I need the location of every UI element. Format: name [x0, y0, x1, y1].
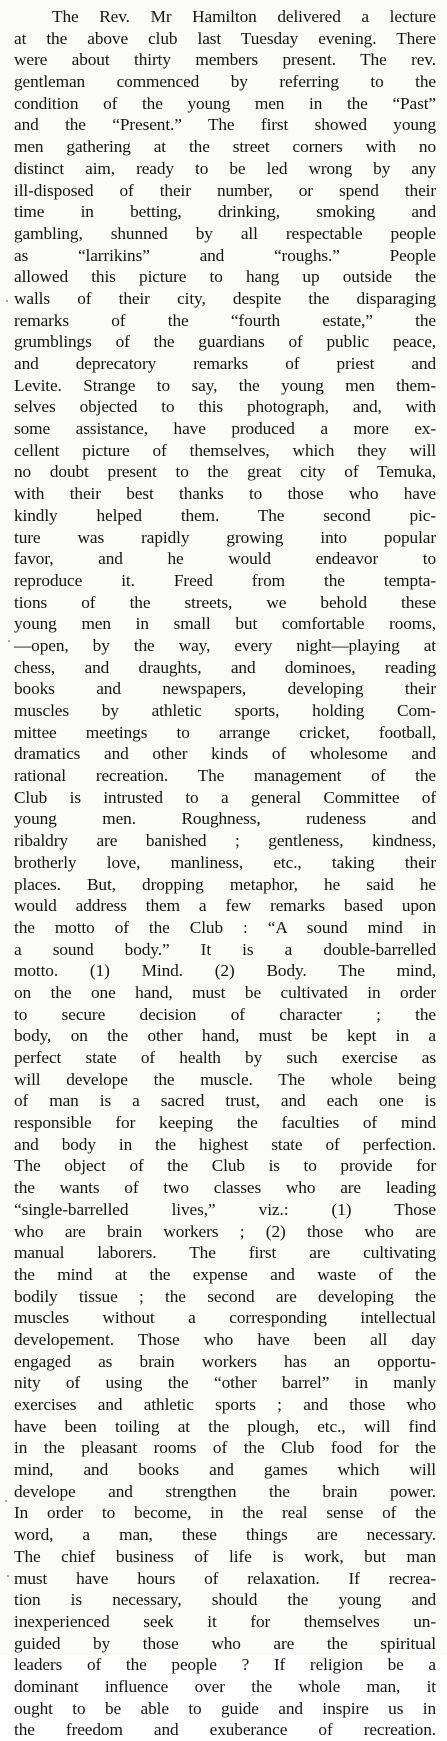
article-line: and the “Present.” The first showed young [14, 115, 436, 135]
article-line: allowed this picture to hang up outside the [14, 267, 436, 287]
scan-speck [6, 300, 8, 302]
article-line: places. But, dropping metaphor, he said he [14, 874, 436, 894]
article-line: of man is a sacred trust, and each one is [14, 1091, 436, 1111]
article-line: kindly helped them. The second pic- [14, 505, 436, 525]
article-line: will develope the muscle. The whole being [14, 1069, 436, 1089]
article-line: body, on the other hand, must be kept in a [14, 1026, 436, 1046]
article-line: muscles by athletic sports, holding Com- [14, 701, 436, 720]
article-line: engaged as brain workers has an opportu- [14, 1351, 436, 1371]
article-line: dramatics and other kinds of wholesome and [14, 744, 436, 764]
article-column [14, 6, 436, 1741]
article-line: develope and strengthen the brain power. [14, 1481, 436, 1501]
article-line: responsible for keeping the faculties of mind [14, 1113, 436, 1133]
article-line: no doubt present to the great city of Temuka, [14, 462, 436, 482]
article-line: with their best thanks to those who have [14, 484, 436, 504]
article-line: Levite. Strange to say, the young men them- [14, 375, 436, 395]
article-line: motto. (1) Mind. (2) Body. The mind, [14, 961, 436, 981]
article-line: manual laborers. The first are cultivating [14, 1243, 436, 1263]
article-line: exercises and athletic sports ; and those who [14, 1395, 436, 1414]
article-line: young men in small but comfortable rooms, [14, 614, 436, 634]
article-line: would address them a few remarks based upon [14, 896, 436, 916]
article-line: The Rev. Mr Hamilton delivered a lecture [52, 7, 436, 26]
article-line: walls of their city, despite the disparaging [14, 288, 436, 308]
article-line: grumblings of the guardians of public peace, [14, 332, 436, 352]
article-line: to secure decision of character ; the [14, 1004, 436, 1024]
article-line: ture was rapidly growing into popular [14, 527, 436, 547]
article-line: remarks of the “fourth estate,” the [14, 310, 436, 330]
article-line: bodily tissue ; the second are developing the [14, 1286, 436, 1306]
article-line: perfect state of health by such exercise as [14, 1048, 436, 1067]
article-line: young men. Roughness, rudeness and [14, 809, 436, 829]
article-line: inexperienced seek it for themselves un- [14, 1611, 436, 1631]
article-line: cellent picture of themselves, which they will [14, 440, 436, 460]
article-line: gambling, shunned by all respectable people [14, 223, 436, 243]
article-line: The object of the Club is to provide for [14, 1156, 436, 1176]
article-line: —open, by the way, every night—playing at [14, 635, 436, 655]
article-line: were about thirty members present. The rev. [14, 50, 436, 70]
scan-speck [5, 1500, 7, 1502]
article-line: muscles without a corresponding intellectual [14, 1308, 436, 1328]
article-line: dominant influence over the whole man, it [14, 1676, 436, 1696]
article-line: favor, and he would endeavor to [14, 549, 436, 569]
article-line: ought to be able to guide and inspire us in [14, 1698, 436, 1718]
article-line: on the one hand, must be cultivated in order [14, 982, 436, 1002]
article-line: in the pleasant rooms of the Club food for the [14, 1438, 436, 1458]
article-line: rational recreation. The management of the [14, 766, 436, 786]
article-line: Club is intrusted to a general Committee of [14, 787, 436, 807]
article-line: time in betting, drinking, smoking and [14, 202, 436, 222]
article-line: must have hours of relaxation. If recrea- [14, 1568, 436, 1588]
article-line: guided by those who are the spiritual [14, 1633, 436, 1653]
article-line: chess, and draughts, and dominoes, reading [14, 657, 436, 677]
article-line: and body in the highest state of perfection. [14, 1134, 436, 1154]
article-line: word, a man, these things are necessary. [14, 1525, 436, 1545]
article-line: have been toiling at the plough, etc., will find [14, 1416, 436, 1436]
article-line: mittee meetings to arrange cricket, football, [14, 722, 436, 742]
article-line: some assistance, have produced a more ex- [14, 419, 436, 439]
article-line: ill-disposed of their number, or spend their [14, 180, 436, 200]
article-line: distinct aim, ready to be led wrong by any [14, 158, 436, 178]
article-line: selves objected to this photograph, and, with [14, 397, 436, 417]
article-line: who are brain workers ; (2) those who are [14, 1221, 436, 1241]
article-line: books and newspapers, developing their [14, 679, 436, 699]
article-line: In order to become, in the real sense of the [14, 1503, 436, 1523]
article-line: ribaldry are banished ; gentleness, kindness, [14, 831, 436, 851]
article-line: the wants of two classes who are leading [14, 1178, 436, 1198]
article-line: and deprecatory remarks of priest and [14, 354, 436, 373]
article-line: “single-barrelled lives,” viz.: (1) Those [14, 1199, 436, 1219]
article-line: leaders of the people ? If religion be a [14, 1655, 436, 1675]
article-line: the freedom and exuberance of recreation. [14, 1720, 436, 1740]
article-line: tions of the streets, we behold these [14, 592, 436, 612]
scan-speck [8, 640, 10, 642]
article-line: the motto of the Club : “A sound mind in [14, 917, 436, 937]
scan-speck [7, 1575, 9, 1577]
article-line: a sound body.” It is a double-barrelled [14, 939, 436, 959]
article-line: reproduce it. Freed from the tempta- [14, 570, 436, 590]
article-line: condition of the young men in the “Past” [14, 93, 436, 113]
article-line: developement. Those who have been all day [14, 1329, 436, 1349]
article-line: men gathering at the street corners with no [14, 137, 436, 157]
article-line: nity of using the “other barrel” in manly [14, 1373, 436, 1393]
article-line: tion is necessary, should the young and [14, 1590, 436, 1610]
article-line: gentleman commenced by referring to the [14, 72, 436, 92]
article-line: brotherly love, manliness, etc., taking their [14, 852, 436, 872]
article-line: The chief business of life is work, but man [14, 1546, 436, 1566]
article-line: mind, and books and games which will [14, 1460, 436, 1480]
article-line: the mind at the expense and waste of the [14, 1264, 436, 1284]
article-line: as “larrikins” and “roughs.” People [14, 245, 436, 265]
article-line: at the above club last Tuesday evening. There [14, 28, 436, 48]
